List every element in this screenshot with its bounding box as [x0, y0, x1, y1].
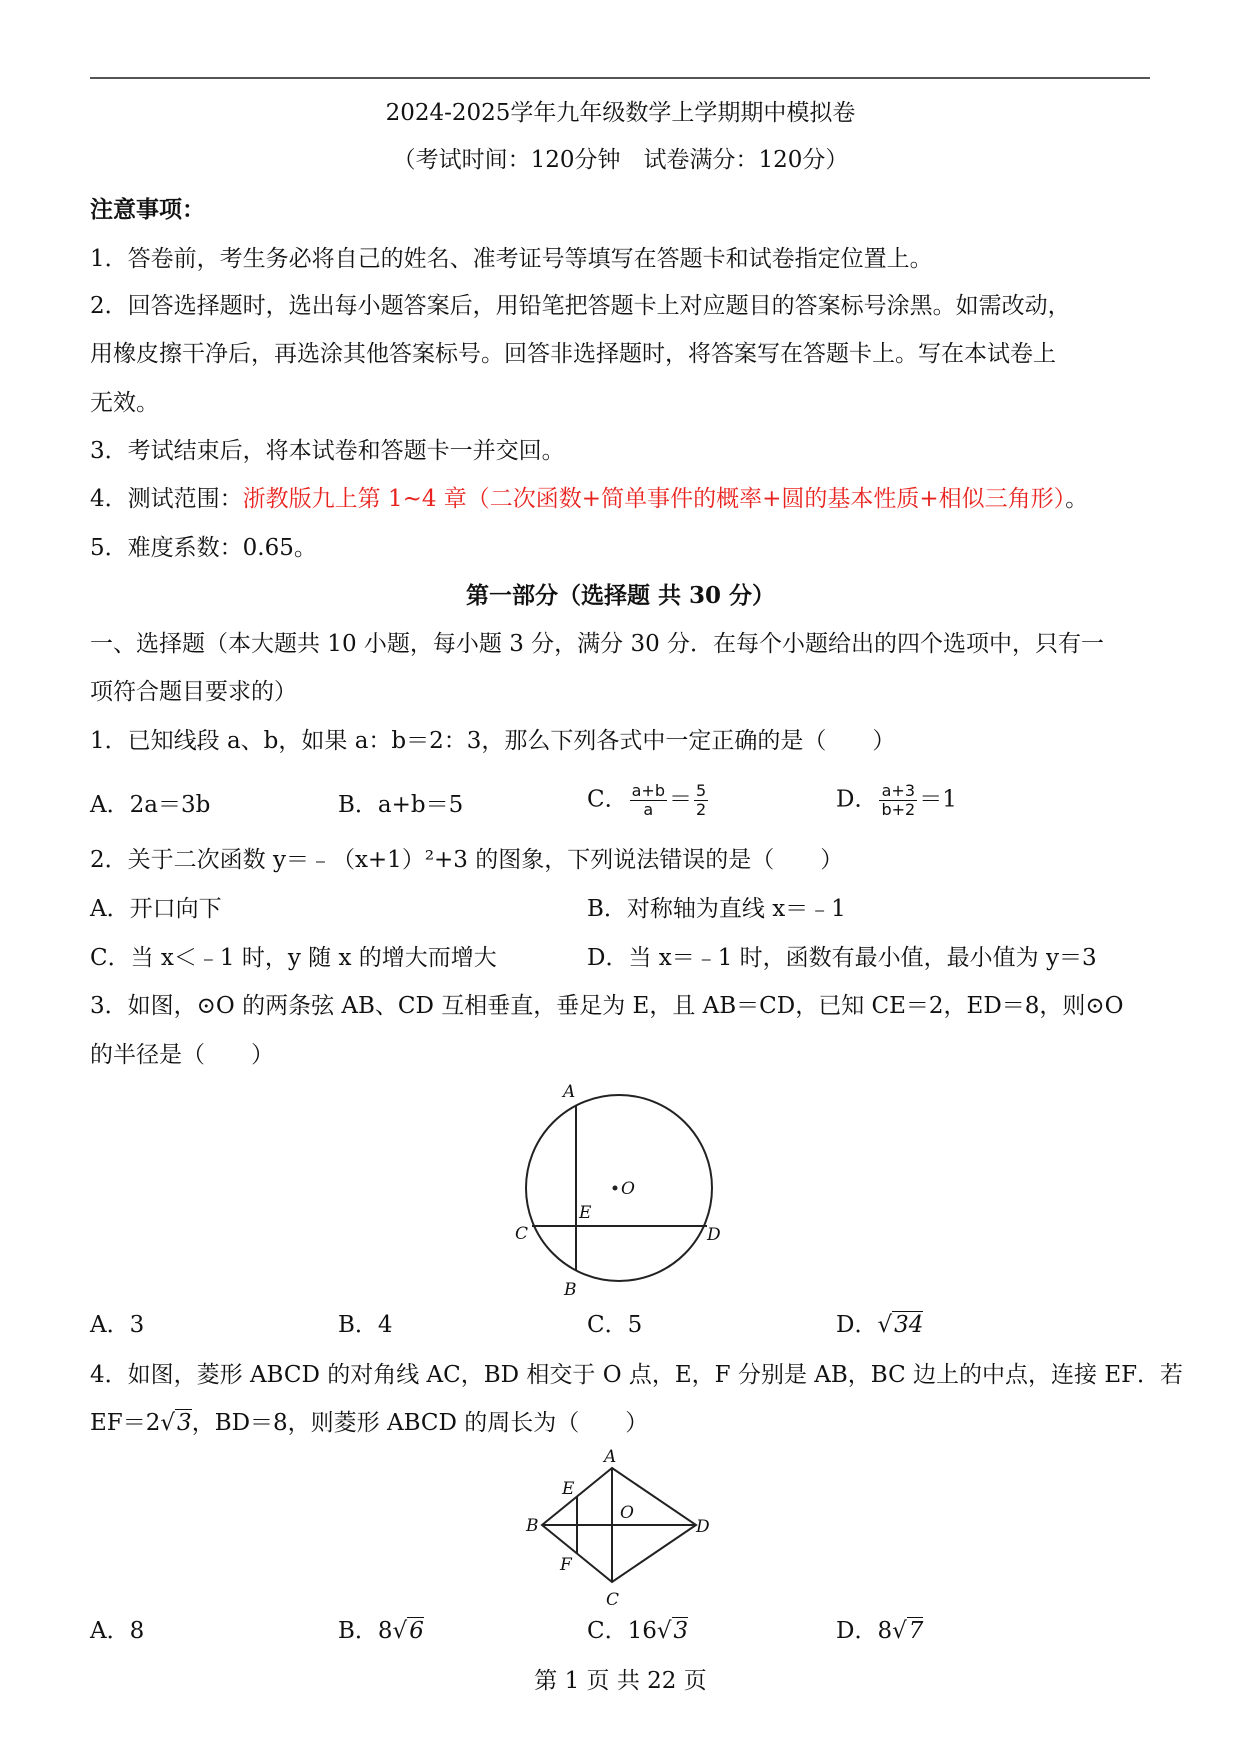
q4-c-radicand: 3: [673, 1618, 689, 1644]
note-1: 1．答卷前，考生务必将自己的姓名、准考证号等填写在答题卡和试卷指定位置上。: [90, 246, 933, 272]
note-5: 5．难度系数：0.65。: [90, 535, 317, 561]
q3-option-d-label: D．: [836, 1312, 878, 1338]
label-o: O: [621, 1179, 635, 1199]
q4-stem-ef-prefix: EF＝2: [90, 1410, 161, 1436]
label-b: B: [564, 1280, 577, 1300]
label-a: A: [563, 1082, 576, 1102]
note-2-line3: 无效。: [90, 390, 159, 416]
q1-option-d: [836, 782, 957, 819]
note-4-suffix: 。: [1065, 486, 1089, 512]
q2-stem: 2．关于二次函数 y＝﹣（x+1）²+3 的图象，下列说法错误的是（ ）: [90, 847, 844, 873]
sqrt-symbol: √: [656, 1618, 672, 1644]
q1-c-den1: a: [643, 800, 654, 819]
q1-option-a: A．2a＝3b: [90, 792, 211, 818]
q4-stem-rest: ，BD＝8，则菱形 ABCD 的周长为（ ）: [191, 1410, 649, 1436]
q1-d-fraction: [879, 782, 917, 819]
q3-stem-line2: 的半径是（ ）: [90, 1042, 274, 1068]
q3-option-b: B．4: [338, 1312, 393, 1338]
q2-option-c: C．当 x＜﹣1 时，y 随 x 的增大而增大: [90, 945, 497, 971]
q1-d-num: a+3: [879, 782, 917, 801]
q1-c-fraction-1: [630, 782, 667, 819]
q4-option-a: A．8: [90, 1618, 145, 1644]
q4-option-b: [338, 1616, 424, 1646]
label-b: B: [526, 1516, 539, 1536]
note-4-range: 浙教版九上第 1~4 章（二次函数+简单事件的概率+圆的基本性质+相似三角形）: [242, 486, 1066, 512]
page-number: 第 1 页 共 22 页: [534, 1668, 707, 1694]
section-heading-line2: 项符合题目要求的）: [90, 679, 297, 705]
label-c: C: [515, 1224, 529, 1244]
q2-option-d: D．当 x＝﹣1 时，函数有最小值，最小值为 y＝3: [587, 945, 1097, 971]
note-2-line2: 用橡皮擦干净后，再选涂其他答案标号。回答非选择题时，将答案写在答题卡上。写在本试卷上: [90, 341, 1056, 367]
center-point: [613, 1186, 618, 1191]
exam-subtitle: （考试时间：120分钟 试卷满分：120分）: [392, 147, 849, 173]
q1-c-fraction-2: [694, 782, 708, 819]
q4-stem-line1: 4．如图，菱形 ABCD 的对角线 AC，BD 相交于 O 点，E，F 分别是 AB，BC 边上的中点，连接 EF．若: [90, 1362, 1184, 1388]
label-a: A: [604, 1448, 617, 1467]
sqrt-symbol: √: [877, 1312, 893, 1338]
q4-option-d-label: D．8: [836, 1618, 893, 1644]
label-d: D: [696, 1517, 710, 1537]
q4-option-b-label: B．8: [338, 1618, 393, 1644]
label-f: F: [560, 1555, 572, 1575]
q4-stem-line2: [90, 1408, 648, 1438]
circle-o: [526, 1095, 712, 1281]
q1-option-b: B．a+b＝5: [338, 792, 464, 818]
sqrt-symbol: √: [160, 1410, 176, 1436]
q3-circle-figure: [515, 1080, 725, 1302]
section-heading-line1: 一、选择题（本大题共 10 小题，每小题 3 分，满分 30 分．在每个小题给出的四个选项中，只有一: [90, 631, 1105, 657]
label-e: E: [579, 1203, 592, 1223]
q1-c-num1: a+b: [631, 781, 665, 800]
q4-option-d: [836, 1616, 923, 1646]
header-rule: [90, 77, 1150, 79]
q3-option-c: C．5: [587, 1312, 643, 1338]
q4-b-radicand: 6: [409, 1618, 424, 1644]
q1-option-c-label: C．: [587, 786, 628, 813]
note-2-line1: 2．回答选择题时，选出每小题答案后，用铅笔把答题卡上对应题目的答案标号涂黑。如需改动，: [90, 293, 1071, 319]
q1-c-den2: 2: [695, 800, 707, 819]
note-4: [90, 484, 1088, 514]
q4-option-c: [587, 1616, 688, 1646]
part1-heading: 第一部分（选择题 共 30 分）: [465, 582, 776, 609]
note-4-prefix: 4．测试范围：: [90, 486, 243, 512]
q2-option-b: B．对称轴为直线 x＝﹣1: [587, 896, 846, 922]
q4-rhombus-figure: [520, 1448, 710, 1618]
q3-d-radicand: 34: [894, 1312, 924, 1338]
q3-option-d: [836, 1310, 923, 1340]
label-e: E: [562, 1479, 575, 1499]
q1-d-den: b+2: [881, 800, 916, 819]
label-c: C: [606, 1590, 620, 1610]
q3-stem-line1: 3．如图，⊙O 的两条弦 AB、CD 互相垂直，垂足为 E，且 AB＝CD，已知 CE＝2，ED＝8，则⊙O: [90, 993, 1124, 1019]
sqrt-symbol: √: [392, 1618, 408, 1644]
exam-title: 2024-2025学年九年级数学上学期期中模拟卷: [385, 100, 856, 126]
q1-c-eq: ＝: [668, 786, 692, 813]
q1-d-eq: ＝1: [919, 786, 957, 813]
q4-stem-radicand: 3: [177, 1410, 192, 1436]
q1-c-num2: 5: [695, 781, 707, 800]
sqrt-symbol: √: [892, 1618, 907, 1644]
q3-option-a: A．3: [90, 1312, 145, 1338]
notes-heading: 注意事项：: [90, 196, 205, 223]
q2-option-a: A．开口向下: [90, 896, 222, 922]
q4-option-c-label: C．16: [587, 1618, 657, 1644]
label-o: O: [620, 1503, 634, 1523]
q1-stem: 1．已知线段 a、b，如果 a：b＝2：3，那么下列各式中一定正确的是（ ）: [90, 728, 896, 754]
q1-option-c: [587, 782, 710, 819]
label-d: D: [707, 1225, 721, 1245]
note-3: 3．考试结束后，将本试卷和答题卡一并交回。: [90, 438, 565, 464]
q1-option-d-label: D．: [836, 786, 878, 813]
q4-d-radicand: 7: [908, 1618, 924, 1644]
